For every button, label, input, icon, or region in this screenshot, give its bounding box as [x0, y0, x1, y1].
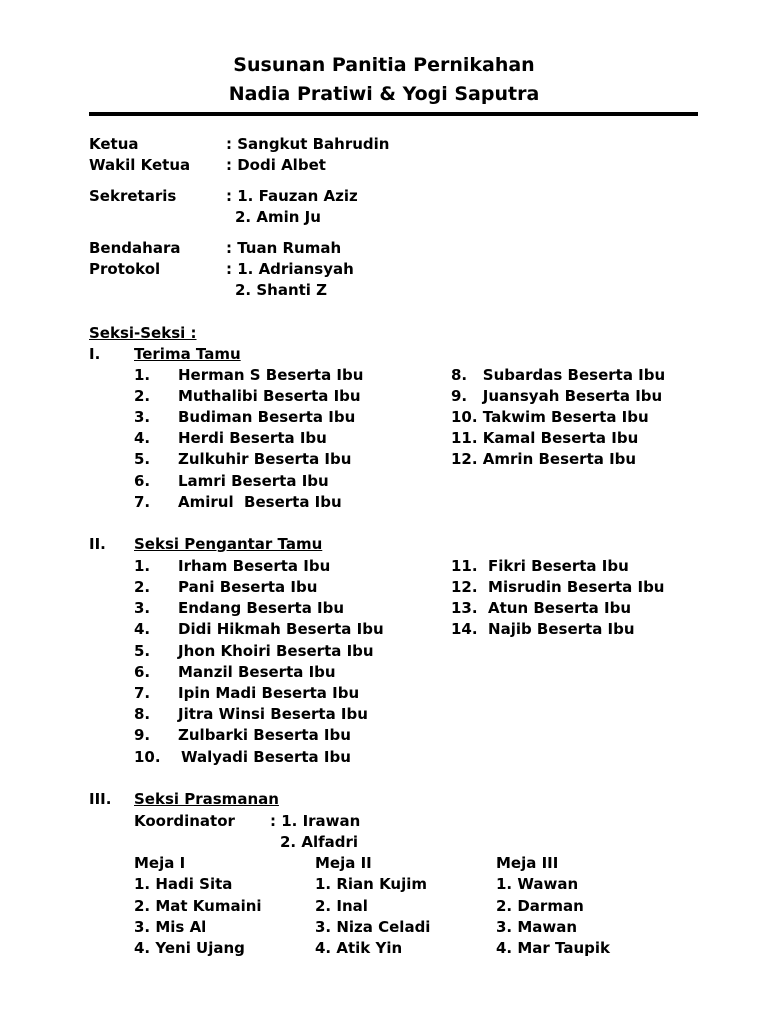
table-member: 1. Hadi Sita [134, 875, 233, 893]
list-item: Ipin Madi Beserta Ibu [178, 684, 360, 702]
officer-value: 2. Shanti Z [235, 281, 328, 299]
officer-label: Wakil Ketua [89, 156, 191, 174]
officer-value: : 1. Fauzan Aziz [226, 187, 358, 205]
table-member: 3. Mis Al [134, 918, 207, 936]
list-item: 11. Fikri Beserta Ibu [451, 557, 629, 575]
list-item: 9. Juansyah Beserta Ibu [451, 387, 663, 405]
list-item: Zulbarki Beserta Ibu [178, 726, 351, 744]
list-item: Manzil Beserta Ibu [178, 663, 336, 681]
list-item: Herman S Beserta Ibu [178, 366, 364, 384]
coordinator-value: : 1. Irawan [270, 812, 361, 830]
list-item: 14. Najib Beserta Ibu [451, 620, 635, 638]
list-item: Walyadi Beserta Ibu [181, 748, 351, 766]
officer-label: Protokol [89, 260, 161, 278]
table-member: 1. Wawan [496, 875, 579, 893]
list-item: 11. Kamal Beserta Ibu [451, 429, 639, 447]
list-item-number: 7. [134, 493, 151, 511]
table-member: 4. Atik Yin [315, 939, 403, 957]
list-item-number: 5. [134, 450, 151, 468]
list-item-number: 5. [134, 642, 151, 660]
section-title: Seksi Pengantar Tamu [134, 535, 323, 553]
officer-value: : 1. Adriansyah [226, 260, 354, 278]
list-item-number: 3. [134, 408, 151, 426]
list-item: Herdi Beserta Ibu [178, 429, 327, 447]
section-number: I. [89, 345, 101, 363]
table-member: 2. Mat Kumaini [134, 897, 262, 915]
list-item: Endang Beserta Ibu [178, 599, 345, 617]
list-item: 12. Amrin Beserta Ibu [451, 450, 637, 468]
table-member: 4. Mar Taupik [496, 939, 610, 957]
list-item: 12. Misrudin Beserta Ibu [451, 578, 665, 596]
list-item: Didi Hikmah Beserta Ibu [178, 620, 384, 638]
page-title: Susunan Panitia Pernikahan [233, 54, 535, 76]
table-member: 1. Rian Kujim [315, 875, 428, 893]
list-item-number: 8. [134, 705, 151, 723]
section-title: Seksi Prasmanan [134, 790, 279, 808]
table-member: 2. Inal [315, 897, 368, 915]
list-item-number: 7. [134, 684, 151, 702]
section-number: III. [89, 790, 112, 808]
list-item-number: 4. [134, 620, 151, 638]
page-subtitle: Nadia Pratiwi & Yogi Saputra [228, 83, 540, 105]
header-divider [89, 112, 698, 116]
table-member: 3. Niza Celadi [315, 918, 431, 936]
list-item: Zulkuhir Beserta Ibu [178, 450, 352, 468]
table-heading: Meja I [134, 854, 186, 872]
officer-value: : Sangkut Bahrudin [226, 135, 390, 153]
list-item: 10. Takwim Beserta Ibu [451, 408, 649, 426]
section-number: II. [89, 535, 106, 553]
list-item-number: 6. [134, 472, 151, 490]
table-member: 3. Mawan [496, 918, 578, 936]
officer-value: : Tuan Rumah [226, 239, 342, 257]
officer-label: Bendahara [89, 239, 181, 257]
list-item: 8. Subardas Beserta Ibu [451, 366, 666, 384]
list-item-number: 6. [134, 663, 151, 681]
table-heading: Meja III [496, 854, 559, 872]
list-item-number: 4. [134, 429, 151, 447]
sections-heading: Seksi-Seksi : [89, 324, 197, 342]
list-item: Pani Beserta Ibu [178, 578, 318, 596]
table-member: 2. Darman [496, 897, 584, 915]
list-item-number: 2. [134, 578, 151, 596]
officer-label: Sekretaris [89, 187, 177, 205]
list-item-number: 10. [134, 748, 161, 766]
list-item: Jitra Winsi Beserta Ibu [178, 705, 368, 723]
officer-label: Ketua [89, 135, 139, 153]
list-item-number: 9. [134, 726, 151, 744]
list-item: Amirul Beserta Ibu [178, 493, 342, 511]
list-item: Budiman Beserta Ibu [178, 408, 356, 426]
list-item-number: 1. [134, 366, 151, 384]
list-item: 13. Atun Beserta Ibu [451, 599, 631, 617]
officer-value: 2. Amin Ju [235, 208, 321, 226]
coordinator-value: 2. Alfadri [280, 833, 359, 851]
section-title: Terima Tamu [134, 345, 241, 363]
list-item: Jhon Khoiri Beserta Ibu [178, 642, 374, 660]
officer-value: : Dodi Albet [226, 156, 326, 174]
list-item: Irham Beserta Ibu [178, 557, 331, 575]
coordinator-label: Koordinator [134, 812, 235, 830]
table-member: 4. Yeni Ujang [134, 939, 245, 957]
list-item: Lamri Beserta Ibu [178, 472, 329, 490]
list-item-number: 3. [134, 599, 151, 617]
list-item: Muthalibi Beserta Ibu [178, 387, 361, 405]
table-heading: Meja II [315, 854, 372, 872]
list-item-number: 2. [134, 387, 151, 405]
list-item-number: 1. [134, 557, 151, 575]
